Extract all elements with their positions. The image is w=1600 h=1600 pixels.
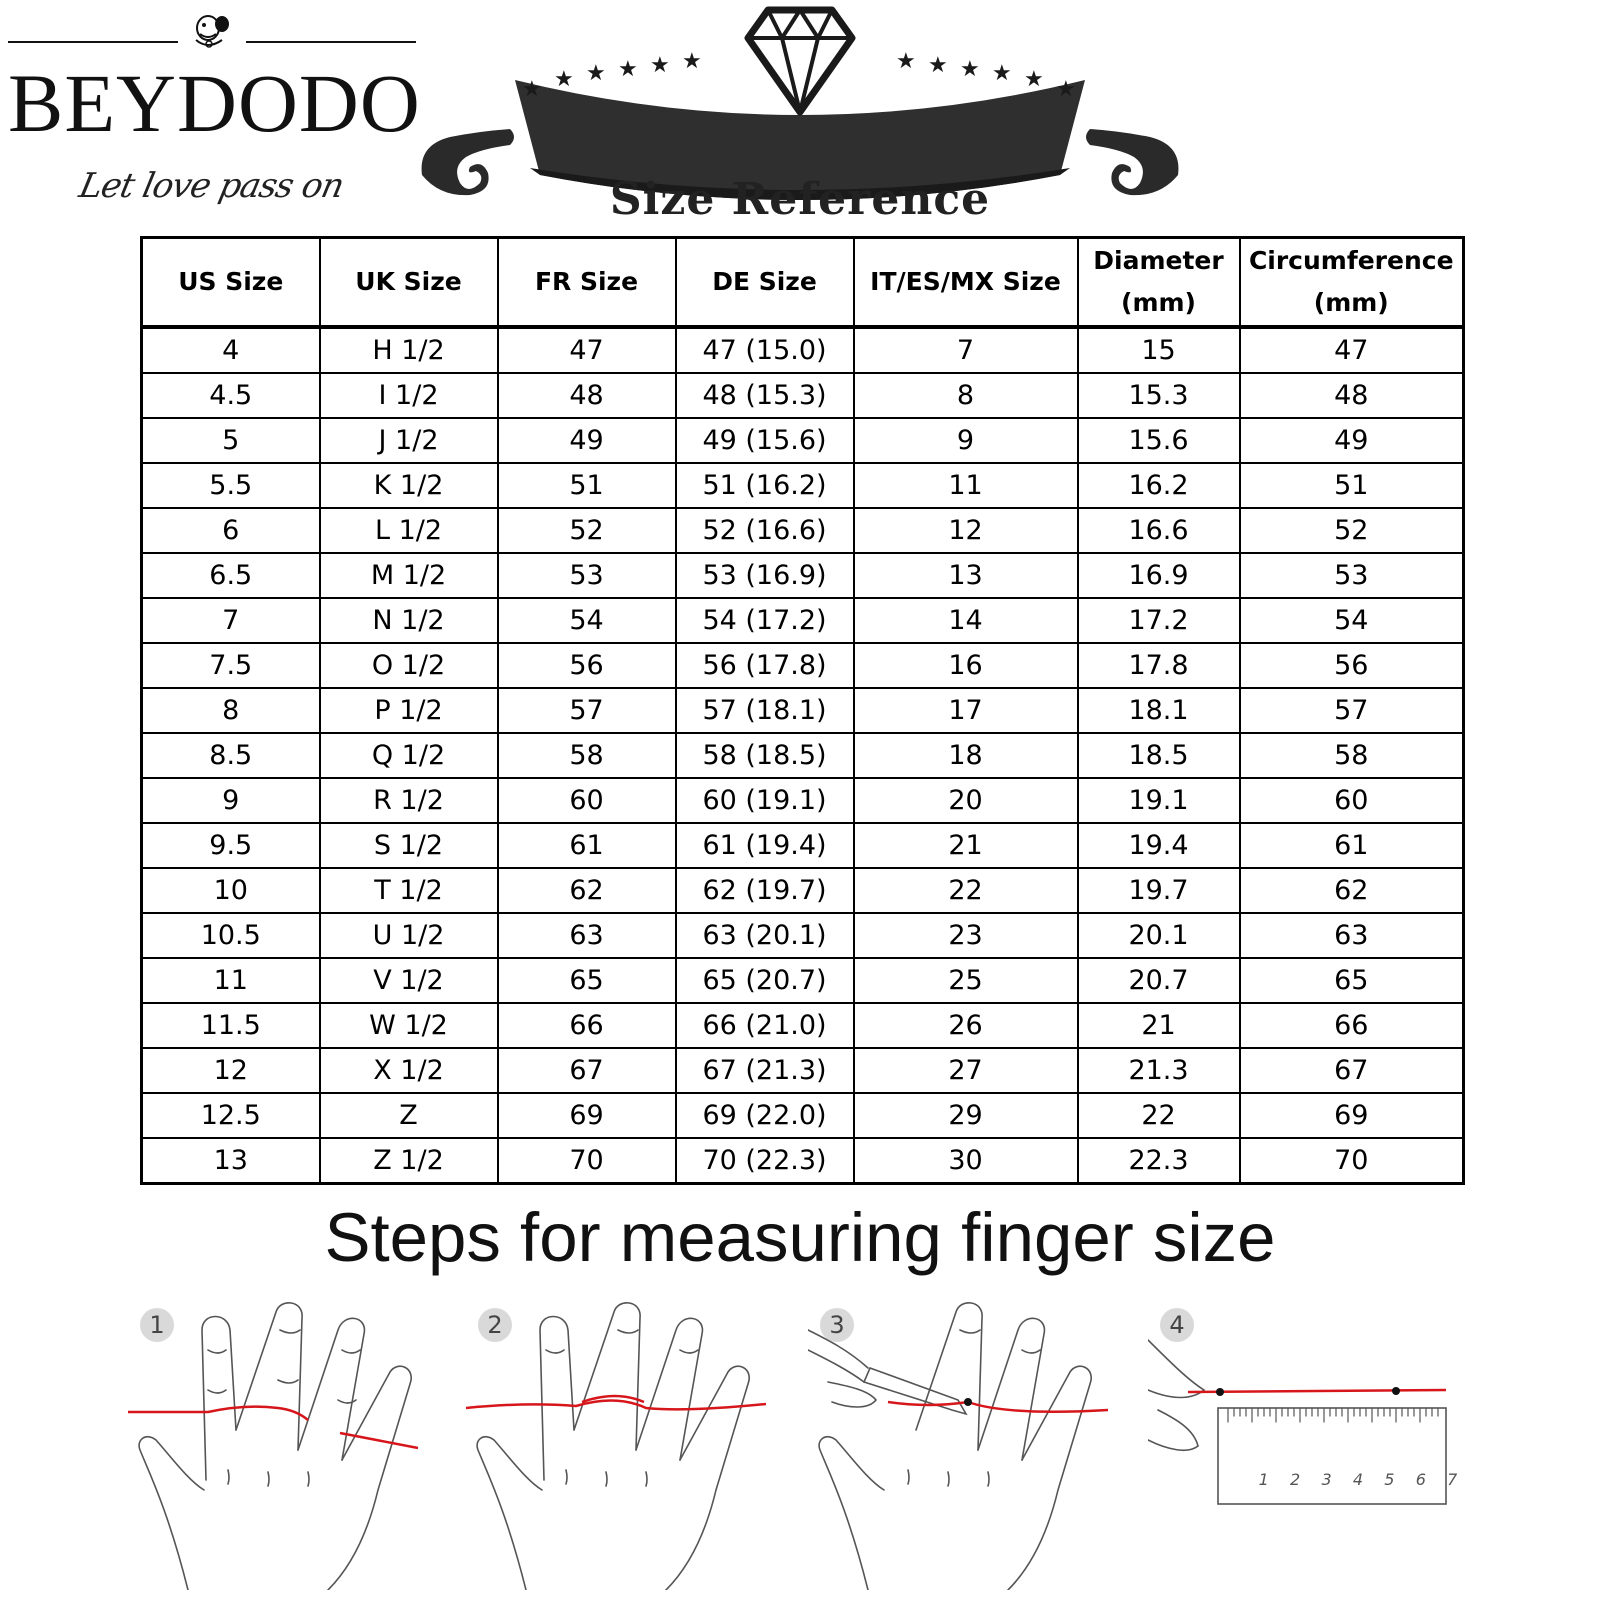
table-row [142, 733, 1464, 778]
cell-it-es-mx-size: 30 [854, 1138, 1078, 1184]
cell-diameter: 17.2 [1078, 598, 1240, 643]
cell-de-size: 69 (22.0) [676, 1093, 854, 1138]
table-header-row [142, 238, 1464, 328]
svg-text:★: ★ [650, 53, 670, 78]
cell-uk-size: X 1/2 [320, 1048, 498, 1093]
ruler-number: 4 [1352, 1470, 1364, 1489]
cell-fr-size: 63 [498, 913, 676, 958]
cell-uk-size: Z [320, 1093, 498, 1138]
size-reference-title: Size Reference [609, 174, 991, 225]
cell-us-size: 4 [142, 327, 320, 373]
step-1-badge: 1 [140, 1308, 174, 1342]
cell-it-es-mx-size: 7 [854, 327, 1078, 373]
ring-size-table [140, 236, 1465, 1185]
table-row [142, 823, 1464, 868]
cell-uk-size: T 1/2 [320, 868, 498, 913]
cell-de-size: 60 (19.1) [676, 778, 854, 823]
cell-circumference: 67 [1240, 1048, 1464, 1093]
cell-de-size: 47 (15.0) [676, 327, 854, 373]
cell-de-size: 57 (18.1) [676, 688, 854, 733]
svg-text:★: ★ [1056, 77, 1076, 102]
cell-diameter: 22 [1078, 1093, 1240, 1138]
cell-us-size: 6 [142, 508, 320, 553]
cell-uk-size: O 1/2 [320, 643, 498, 688]
cell-circumference: 53 [1240, 553, 1464, 598]
table-row [142, 1003, 1464, 1048]
cell-fr-size: 48 [498, 373, 676, 418]
cell-de-size: 62 (19.7) [676, 868, 854, 913]
cell-diameter: 21 [1078, 1003, 1240, 1048]
cell-it-es-mx-size: 16 [854, 643, 1078, 688]
ruler-number: 7 [1447, 1470, 1458, 1489]
table-row [142, 508, 1464, 553]
table-row [142, 778, 1464, 823]
cell-uk-size: L 1/2 [320, 508, 498, 553]
cell-fr-size: 61 [498, 823, 676, 868]
hand-with-string-icon [128, 1290, 428, 1590]
cell-us-size: 11.5 [142, 1003, 320, 1048]
table-row [142, 1138, 1464, 1184]
size-reference-banner [420, 0, 1180, 232]
table-body [142, 327, 1464, 1184]
cell-diameter: 19.7 [1078, 868, 1240, 913]
table-row [142, 958, 1464, 1003]
svg-text:★: ★ [896, 49, 916, 74]
cell-circumference: 54 [1240, 598, 1464, 643]
table-row [142, 373, 1464, 418]
cell-uk-size: I 1/2 [320, 373, 498, 418]
header-de-size: DE Size [676, 238, 854, 328]
cell-uk-size: U 1/2 [320, 913, 498, 958]
cell-fr-size: 58 [498, 733, 676, 778]
cell-uk-size: R 1/2 [320, 778, 498, 823]
cell-us-size: 5.5 [142, 463, 320, 508]
cell-de-size: 65 (20.7) [676, 958, 854, 1003]
cell-circumference: 57 [1240, 688, 1464, 733]
cell-us-size: 7.5 [142, 643, 320, 688]
cell-circumference: 61 [1240, 823, 1464, 868]
cell-us-size: 8 [142, 688, 320, 733]
cell-circumference: 56 [1240, 643, 1464, 688]
svg-text:★: ★ [1024, 67, 1044, 92]
table-row [142, 1093, 1464, 1138]
cell-uk-size: N 1/2 [320, 598, 498, 643]
cell-diameter: 20.7 [1078, 958, 1240, 1003]
cell-de-size: 54 (17.2) [676, 598, 854, 643]
cell-circumference: 66 [1240, 1003, 1464, 1048]
cell-us-size: 7 [142, 598, 320, 643]
cell-us-size: 6.5 [142, 553, 320, 598]
cell-de-size: 52 (16.6) [676, 508, 854, 553]
cell-us-size: 5 [142, 418, 320, 463]
cell-it-es-mx-size: 14 [854, 598, 1078, 643]
svg-text:★: ★ [960, 57, 980, 82]
cell-it-es-mx-size: 27 [854, 1048, 1078, 1093]
cell-it-es-mx-size: 23 [854, 913, 1078, 958]
cell-fr-size: 57 [498, 688, 676, 733]
svg-text:★: ★ [554, 67, 574, 92]
string-on-ruler-icon [1148, 1290, 1448, 1590]
cell-diameter: 16.6 [1078, 508, 1240, 553]
cell-it-es-mx-size: 13 [854, 553, 1078, 598]
cell-diameter: 18.5 [1078, 733, 1240, 778]
cell-diameter: 17.8 [1078, 643, 1240, 688]
header-diameter: Diameter (mm) [1078, 238, 1240, 328]
cell-fr-size: 65 [498, 958, 676, 1003]
cell-diameter: 21.3 [1078, 1048, 1240, 1093]
table-row [142, 463, 1464, 508]
cell-uk-size: P 1/2 [320, 688, 498, 733]
cell-us-size: 12.5 [142, 1093, 320, 1138]
cell-fr-size: 47 [498, 327, 676, 373]
cell-circumference: 63 [1240, 913, 1464, 958]
cell-de-size: 61 (19.4) [676, 823, 854, 868]
step-4-badge: 4 [1160, 1308, 1194, 1342]
cell-us-size: 10 [142, 868, 320, 913]
cell-us-size: 9.5 [142, 823, 320, 868]
cell-uk-size: M 1/2 [320, 553, 498, 598]
cell-de-size: 53 (16.9) [676, 553, 854, 598]
cell-diameter: 15.3 [1078, 373, 1240, 418]
cell-de-size: 48 (15.3) [676, 373, 854, 418]
ruler-number: 6 [1415, 1470, 1426, 1489]
table-row [142, 913, 1464, 958]
cell-it-es-mx-size: 25 [854, 958, 1078, 1003]
cell-de-size: 67 (21.3) [676, 1048, 854, 1093]
cell-circumference: 58 [1240, 733, 1464, 778]
cell-fr-size: 60 [498, 778, 676, 823]
table-row [142, 418, 1464, 463]
cell-de-size: 63 (20.1) [676, 913, 854, 958]
cell-circumference: 65 [1240, 958, 1464, 1003]
brand-rule-left [8, 41, 178, 43]
table-row [142, 1048, 1464, 1093]
cell-diameter: 15.6 [1078, 418, 1240, 463]
cell-uk-size: S 1/2 [320, 823, 498, 868]
cell-us-size: 11 [142, 958, 320, 1003]
header-circumference: Circumference (mm) [1240, 238, 1464, 328]
cell-de-size: 49 (15.6) [676, 418, 854, 463]
brand-rule-right [246, 41, 416, 43]
step-3 [808, 1290, 1108, 1590]
pen-marking-string-icon [808, 1290, 1108, 1590]
cell-diameter: 16.2 [1078, 463, 1240, 508]
cell-uk-size: W 1/2 [320, 1003, 498, 1048]
header-us-size: US Size [142, 238, 320, 328]
brand-name: BEYDODO [8, 57, 421, 149]
svg-text:★: ★ [618, 57, 638, 82]
cell-diameter: 19.4 [1078, 823, 1240, 868]
cell-us-size: 9 [142, 778, 320, 823]
cell-uk-size: Q 1/2 [320, 733, 498, 778]
string-wrapped-finger-icon [466, 1290, 766, 1590]
ruler-number: 3 [1321, 1470, 1332, 1489]
cell-diameter: 20.1 [1078, 913, 1240, 958]
step-1 [128, 1290, 428, 1590]
table-row [142, 688, 1464, 733]
cell-de-size: 66 (21.0) [676, 1003, 854, 1048]
cell-circumference: 52 [1240, 508, 1464, 553]
cell-uk-size: Z 1/2 [320, 1138, 498, 1184]
cell-circumference: 47 [1240, 327, 1464, 373]
ruler-numbers [1258, 1470, 1458, 1489]
svg-text:★: ★ [586, 61, 606, 86]
cell-diameter: 16.9 [1078, 553, 1240, 598]
cell-fr-size: 51 [498, 463, 676, 508]
cell-it-es-mx-size: 9 [854, 418, 1078, 463]
cell-fr-size: 70 [498, 1138, 676, 1184]
ruler-number: 1 [1258, 1470, 1269, 1489]
cell-fr-size: 56 [498, 643, 676, 688]
table-row [142, 868, 1464, 913]
svg-text:★: ★ [682, 49, 702, 74]
brand-logo [8, 8, 421, 233]
cell-de-size: 70 (22.3) [676, 1138, 854, 1184]
cell-fr-size: 62 [498, 868, 676, 913]
cell-circumference: 49 [1240, 418, 1464, 463]
cell-de-size: 56 (17.8) [676, 643, 854, 688]
cell-it-es-mx-size: 20 [854, 778, 1078, 823]
cell-fr-size: 66 [498, 1003, 676, 1048]
cell-fr-size: 49 [498, 418, 676, 463]
cell-diameter: 19.1 [1078, 778, 1240, 823]
cell-it-es-mx-size: 29 [854, 1093, 1078, 1138]
cell-de-size: 58 (18.5) [676, 733, 854, 778]
table-row [142, 327, 1464, 373]
cell-it-es-mx-size: 17 [854, 688, 1078, 733]
step-4 [1148, 1290, 1458, 1590]
cell-us-size: 8.5 [142, 733, 320, 778]
cell-it-es-mx-size: 8 [854, 373, 1078, 418]
header-it-es-mx-size: IT/ES/MX Size [854, 238, 1078, 328]
svg-text:★: ★ [992, 61, 1012, 86]
cell-fr-size: 67 [498, 1048, 676, 1093]
cell-circumference: 48 [1240, 373, 1464, 418]
svg-text:★: ★ [522, 77, 542, 102]
cell-it-es-mx-size: 12 [854, 508, 1078, 553]
cell-fr-size: 69 [498, 1093, 676, 1138]
cell-us-size: 10.5 [142, 913, 320, 958]
header-fr-size: FR Size [498, 238, 676, 328]
cell-uk-size: H 1/2 [320, 327, 498, 373]
cell-diameter: 15 [1078, 327, 1240, 373]
steps-title: Steps for measuring finger size [324, 1199, 1276, 1276]
step-2 [466, 1290, 766, 1590]
cell-it-es-mx-size: 21 [854, 823, 1078, 868]
ruler-number: 5 [1384, 1470, 1395, 1489]
cell-us-size: 13 [142, 1138, 320, 1184]
header-uk-size: UK Size [320, 238, 498, 328]
cell-diameter: 18.1 [1078, 688, 1240, 733]
cell-it-es-mx-size: 22 [854, 868, 1078, 913]
table-row [142, 553, 1464, 598]
dog-mascot-icon [186, 8, 242, 52]
cell-uk-size: V 1/2 [320, 958, 498, 1003]
cell-fr-size: 53 [498, 553, 676, 598]
cell-circumference: 51 [1240, 463, 1464, 508]
cell-us-size: 12 [142, 1048, 320, 1093]
cell-circumference: 69 [1240, 1093, 1464, 1138]
cell-uk-size: K 1/2 [320, 463, 498, 508]
cell-it-es-mx-size: 26 [854, 1003, 1078, 1048]
step-3-badge: 3 [820, 1308, 854, 1342]
cell-it-es-mx-size: 11 [854, 463, 1078, 508]
cell-uk-size: J 1/2 [320, 418, 498, 463]
cell-circumference: 62 [1240, 868, 1464, 913]
cell-de-size: 51 (16.2) [676, 463, 854, 508]
cell-circumference: 60 [1240, 778, 1464, 823]
ruler-number: 2 [1290, 1470, 1301, 1489]
step-2-badge: 2 [478, 1308, 512, 1342]
table-row [142, 598, 1464, 643]
cell-us-size: 4.5 [142, 373, 320, 418]
cell-it-es-mx-size: 18 [854, 733, 1078, 778]
cell-circumference: 70 [1240, 1138, 1464, 1184]
cell-fr-size: 52 [498, 508, 676, 553]
svg-text:★: ★ [928, 53, 948, 78]
brand-slogan: Let love pass on [75, 166, 348, 206]
table-row [142, 643, 1464, 688]
cell-fr-size: 54 [498, 598, 676, 643]
cell-diameter: 22.3 [1078, 1138, 1240, 1184]
